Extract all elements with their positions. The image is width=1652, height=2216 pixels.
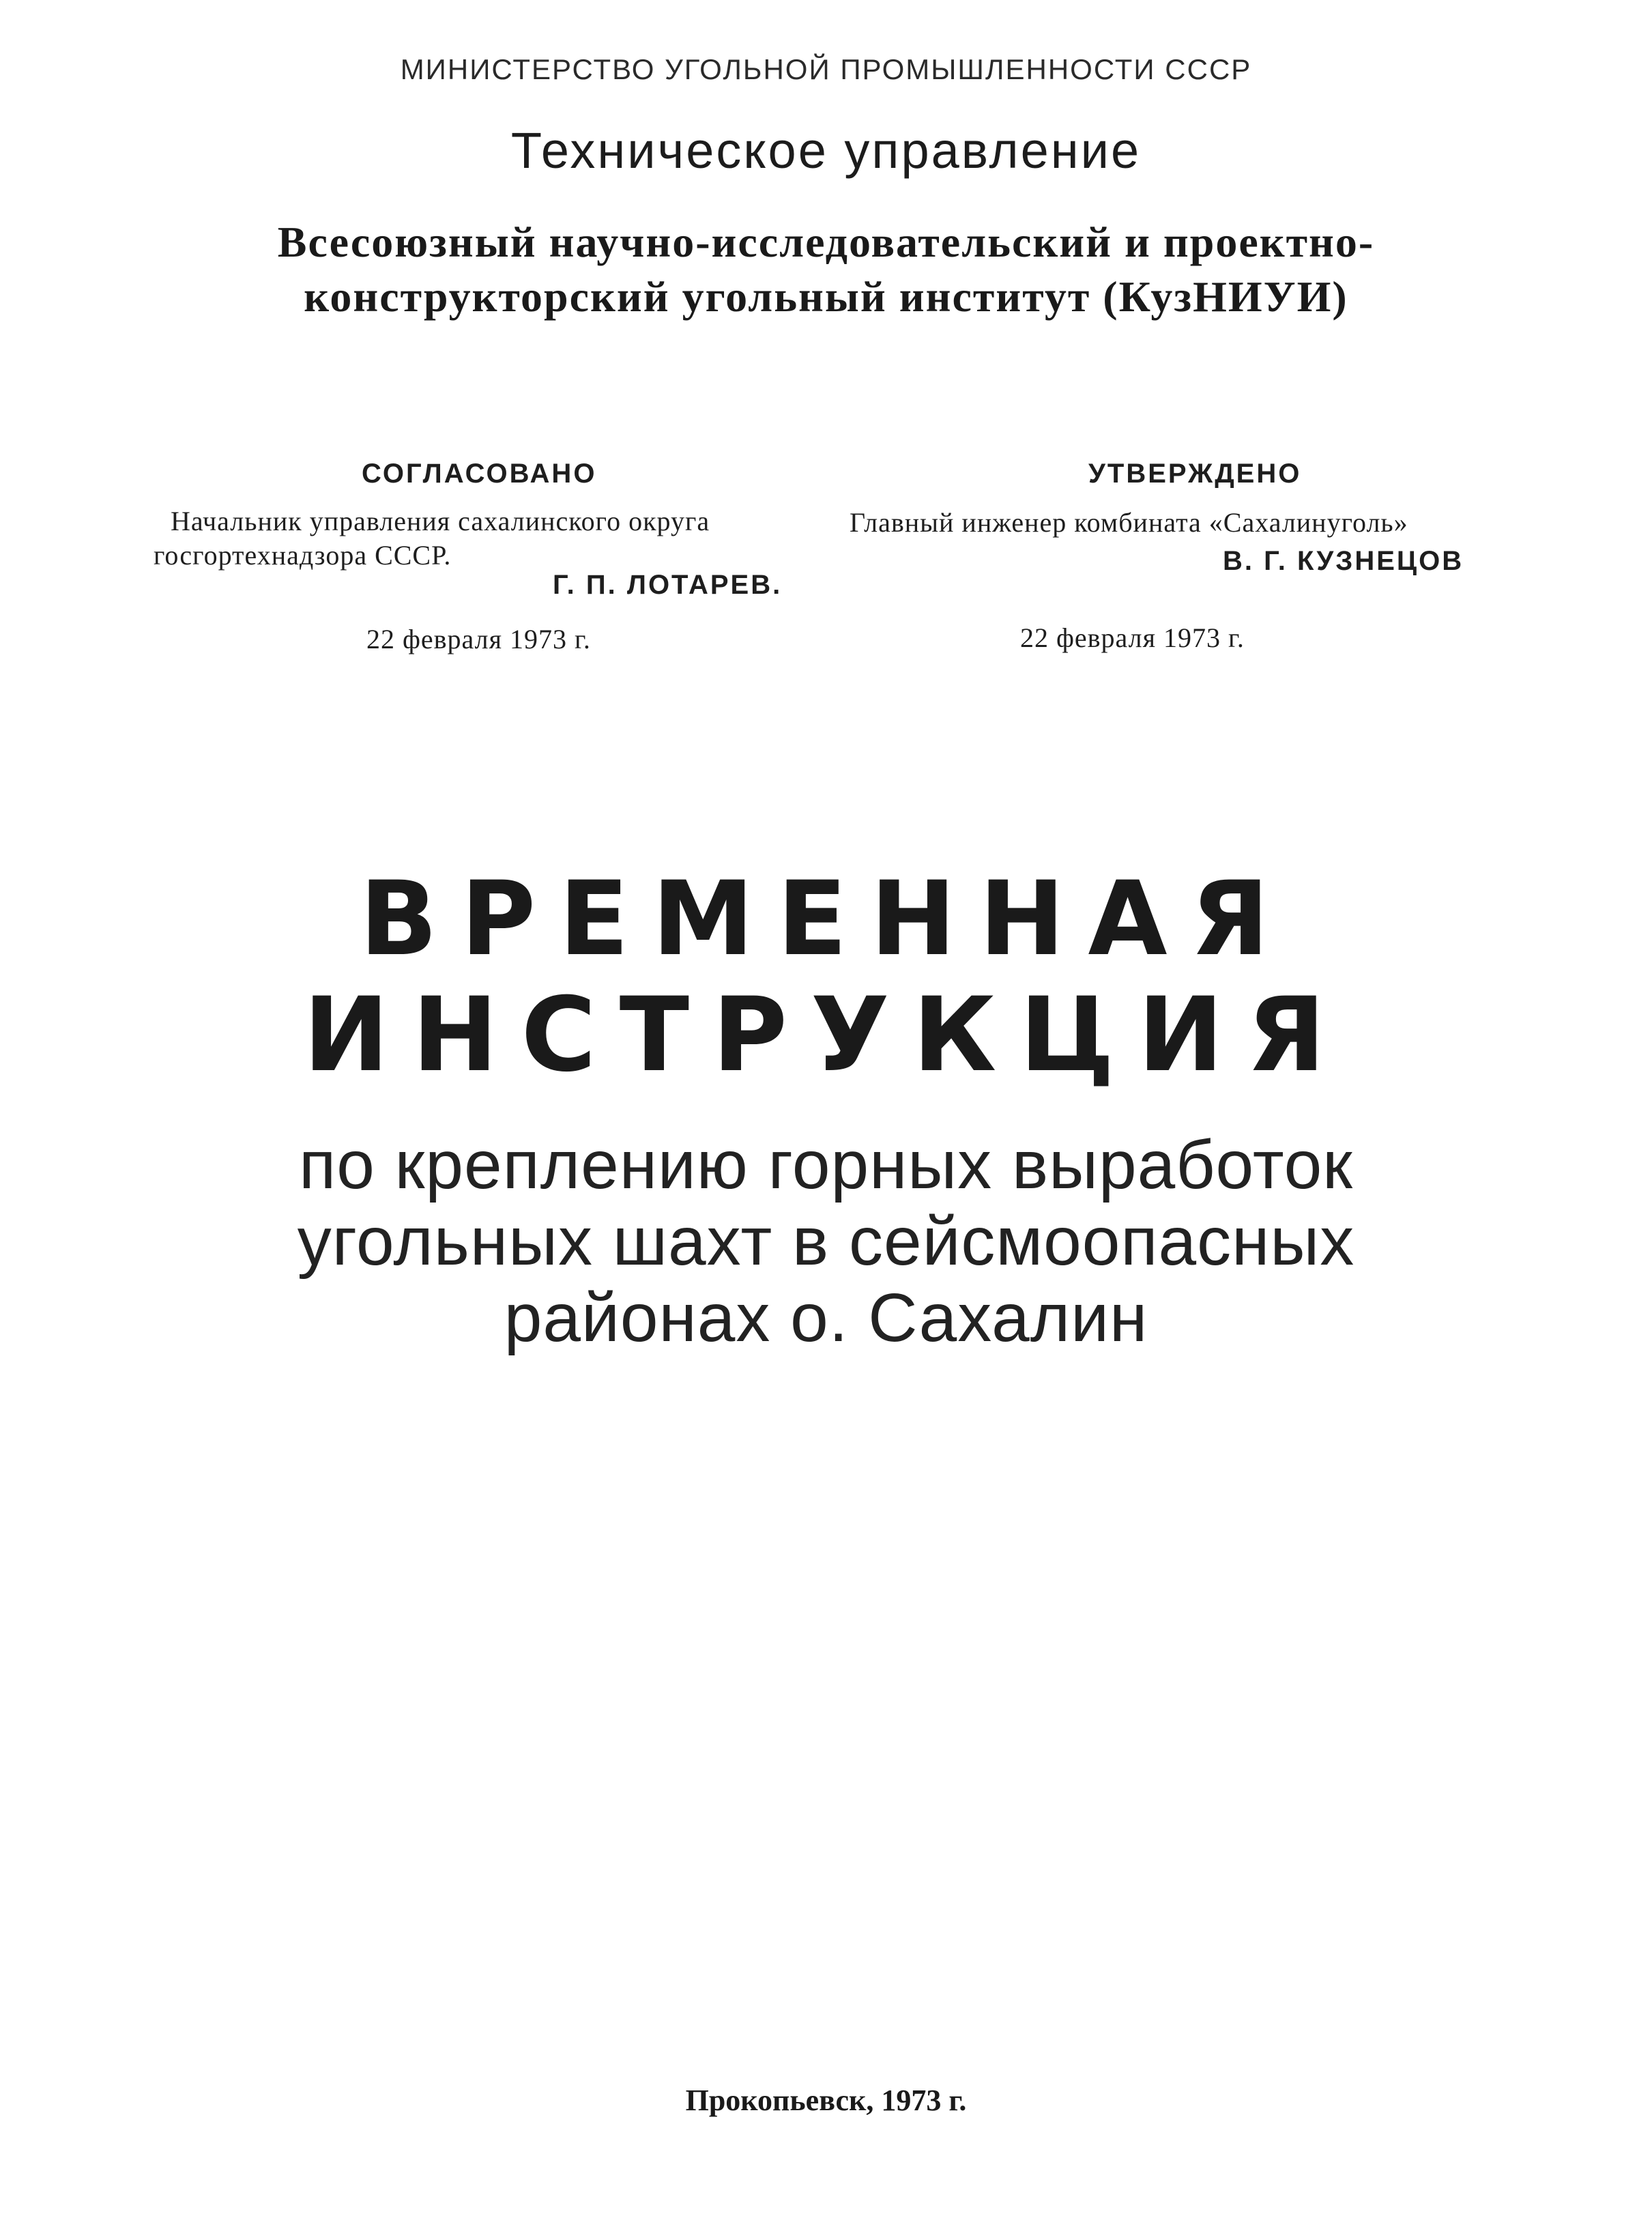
- subtitle-line-3: районах о. Сахалин: [504, 1280, 1148, 1356]
- main-title-line-2: ИНСТРУКЦИЯ: [303, 976, 1349, 1095]
- approved-date: 22 февраля 1973 г.: [1020, 622, 1245, 653]
- subtitle-line-2: угольных шахт в сейсмоопасных: [297, 1203, 1355, 1280]
- agreed-position-line-2: госгортехнадзора СССР.: [154, 540, 452, 571]
- agreed-heading: СОГЛАСОВАНО: [362, 459, 597, 489]
- agreed-person: Г. П. ЛОТАРЕВ.: [553, 570, 783, 600]
- ministry-name: МИНИСТЕРСТВО УГОЛЬНОЙ ПРОМЫШЛЕННОСТИ СССР: [400, 53, 1252, 85]
- approved-position-line-1: Главный инженер комбината «Сахалинуголь»: [850, 507, 1408, 538]
- agreed-position-line-1: Начальник управления сахалинского округа: [171, 506, 710, 536]
- agreed-date: 22 февраля 1973 г.: [366, 624, 591, 654]
- subtitle-line-1: по креплению горных выработок: [299, 1127, 1353, 1203]
- institute-name-line-1: Всесоюзный научно-исследовательский и проектно-: [277, 218, 1375, 266]
- institute-name-line-2: конструкторский угольный институт (КузНИУИ): [304, 272, 1348, 321]
- main-title-line-1: ВРЕМЕННАЯ: [359, 860, 1293, 979]
- imprint: Прокопьевск, 1973 г.: [685, 2084, 967, 2117]
- approved-person: В. Г. КУЗНЕЦОВ: [1223, 546, 1464, 576]
- department-name: Техническое управление: [510, 122, 1142, 179]
- approved-heading: УТВЕРЖДЕНО: [1088, 459, 1302, 489]
